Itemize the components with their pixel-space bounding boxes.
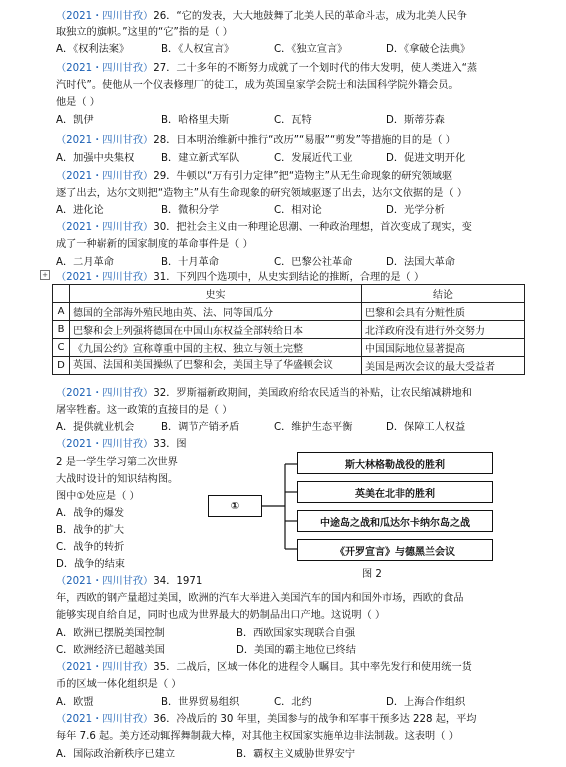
node-cairo-tehran: 《开罗宣言》与德黑兰会议 [297,539,493,561]
row-label: B [53,321,70,339]
option-a: A．国际政治新秩序已建立 [56,749,176,760]
question-35-line-1: （2021・四川甘孜）35．二战后，区域一体化的进程令人瞩目。其中率先发行和使用统一货 [56,662,472,673]
question-34-line-1: （2021・四川甘孜）34．1971 [56,576,203,587]
option-a: A．提供就业机会 [56,422,135,433]
option-a: A．二月革命 [56,257,114,268]
table-move-handle[interactable]: + [40,270,50,280]
row-conclusion: 美国是两次会议的最大受益者 [362,357,525,375]
source-tag: （2021・四川甘孜） [56,272,154,283]
question-34-line-2: 年，西欧的钢产量超过美国，欧洲的汽车大举进入美国汽车的国内和国外市场，西欧的食品 [56,593,464,604]
question-29-line-2: 逐了出去，达尔文则把“造物主”从有生命现象的研究领域驱逐了出去，达尔文依据的是（ ） [56,188,468,199]
question-36-line-1: （2021・四川甘孜）36．冷战后的 30 年里，美国参与的战争和军事干预多达 228 起，平均 [56,714,477,725]
option-c: C．战争的转折 [56,542,125,553]
option-b: B．微积分学 [161,205,219,216]
option-d: D．光学分析 [386,205,445,216]
figure-caption: 图 2 [362,569,382,580]
question-32-line-1: （2021・四川甘孜）32．罗斯福新政期间，美国政府给农民适当的补贴，让农民缩减耕地和 [56,388,472,399]
option-d: D．美国的霸主地位已终结 [236,645,356,656]
row-fact: 英国、法国和美国操纵了巴黎和会，美国主导了华盛顿会议 [70,357,362,375]
option-a: A．战争的爆发 [56,508,125,519]
question-31-table [52,284,525,375]
option-a: A．欧盟 [56,697,94,708]
option-d: D．战争的结束 [56,559,125,570]
question-27-line-3: 他是（ ） [56,97,100,108]
node-stalingrad: 斯大林格勒战役的胜利 [297,452,493,474]
row-label: A [53,303,70,321]
source-tag: （2021・四川甘孜） [56,171,154,182]
option-a: A．凯伊 [56,115,94,126]
question-34-line-3: 能够实现自给自足，同时也成为世界最大的奶制品出口产地。这说明（ ） [56,610,386,621]
source-tag: （2021・四川甘孜） [56,576,154,587]
question-33-line-3: 大战时设计的知识结构图。 [56,474,179,485]
source-tag: （2021・四川甘孜） [56,11,154,22]
header-fact: 史实 [70,285,362,303]
option-b: B．建立新式军队 [161,153,240,164]
option-c: C．瓦特 [274,115,312,126]
option-a: A．进化论 [56,205,104,216]
table-header-row [53,285,525,303]
source-tag: （2021・四川甘孜） [56,135,154,146]
question-30-line-1: （2021・四川甘孜）30．把社会主义由一种理论思潮、一种政治理想，首次变成了现实，变 [56,222,472,233]
question-35-line-2: 币的区域一体化组织是（ ） [56,679,182,690]
row-fact: 巴黎和会上列强将德国在中国山东权益全部转给日本 [70,321,362,339]
question-30-line-2: 成了一种崭新的国家制度的革命事件是（ ） [56,239,253,250]
question-33-line-1: （2021・四川甘孜）33．图 [56,439,187,450]
option-d: D．上海合作组织 [386,697,466,708]
option-c: C．相对论 [274,205,322,216]
option-a: A．欧洲已摆脱美国控制 [56,628,165,639]
node-midway-guadalcanal: 中途岛之战和瓜达尔卡纳尔岛之战 [297,510,493,532]
option-b: B．十月革命 [161,257,219,268]
question-32-line-2: 屠宰牲畜。这一政策的直接目的是（ ） [56,405,233,416]
option-d: D．促进文明开化 [386,153,466,164]
table-row [53,339,525,357]
option-a: A．《权利法案》 [56,44,130,55]
row-fact: 《九国公约》宣称尊重中国的主权、独立与领土完整 [70,339,362,357]
question-26-line-1: （2021・四川甘孜）26．“它的发表，大大地鼓舞了北美人民的革命斗志，成为北美人民争 [56,11,467,22]
question-27-line-1: （2021・四川甘孜）27．二十多年的不断努力成就了一个划时代的伟大发明，使人类进入“蒸 [56,63,478,74]
option-d: D．《拿破仑法典》 [386,44,471,55]
question-28-line-1: （2021・四川甘孜）28．日本明治维新中推行“改历”“易服”“剪发”等措施的目的是（ ） [56,135,456,146]
option-b: B．哈格里夫斯 [161,115,230,126]
option-c: C．北约 [274,697,312,708]
source-tag: （2021・四川甘孜） [56,662,154,673]
option-c: C．巴黎公社革命 [274,257,353,268]
source-tag: （2021・四川甘孜） [56,439,154,450]
question-27-line-2: 汽时代”。使他从一个仪表修理厂的徒工，成为英国皇家学会院士和法国科学院外籍会员。 [56,80,459,91]
header-conclusion: 结论 [362,285,525,303]
option-b: B．战争的扩大 [56,525,125,536]
option-b: B．世界贸易组织 [161,697,240,708]
row-label: C [53,339,70,357]
node-north-africa: 英美在北非的胜利 [297,481,493,503]
table-row [53,321,525,339]
option-b: B．调节产销矛盾 [161,422,240,433]
row-conclusion: 中国国际地位显著提高 [362,339,525,357]
question-31-line-1: （2021・四川甘孜）31．下列四个选项中，从史实到结论的推断，合理的是（ ） [56,272,425,283]
row-conclusion: 巴黎和会具有分赃性质 [362,303,525,321]
option-b: B．西欧国家实现联合自强 [236,628,356,639]
table-row [53,303,525,321]
option-b: B．《人权宣言》 [161,44,235,55]
option-d: D．斯蒂芬森 [386,115,445,126]
option-a: A．加强中央集权 [56,153,135,164]
question-26-line-2: 取独立的旗帜。”这里的“它”指的是（ ） [56,27,233,38]
table-row [53,357,525,375]
option-d: D．保障工人权益 [386,422,466,433]
row-label: D [53,357,70,375]
option-c: C．发展近代工业 [274,153,353,164]
question-33-line-4: 图中①处应是（ ） [56,491,140,502]
option-c: C．维护生态平衡 [274,422,353,433]
option-c: C．欧洲经济已超越美国 [56,645,165,656]
question-36-line-2: 每年 7.6 起。美方还动辄挥舞制裁大棒，对其他主权国家实施单边非法制裁。这表明（ ） [56,731,459,742]
option-b: B．霸权主义威胁世界安宁 [236,749,356,760]
center-node: ① [208,495,262,517]
question-33-line-2: 2 是一学生学习第二次世界 [56,457,178,468]
row-fact: 德国的全部海外殖民地由英、法、同等国瓜分 [70,303,362,321]
row-conclusion: 北洋政府没有进行外交努力 [362,321,525,339]
option-c: C．《独立宣言》 [274,44,348,55]
source-tag: （2021・四川甘孜） [56,388,154,399]
option-d: D．法国大革命 [386,257,455,268]
source-tag: （2021・四川甘孜） [56,63,154,74]
source-tag: （2021・四川甘孜） [56,222,154,233]
source-tag: （2021・四川甘孜） [56,714,154,725]
question-29-line-1: （2021・四川甘孜）29．牛顿以“万有引力定律”把“造物主”从无生命现象的研究领域驱 [56,171,453,182]
